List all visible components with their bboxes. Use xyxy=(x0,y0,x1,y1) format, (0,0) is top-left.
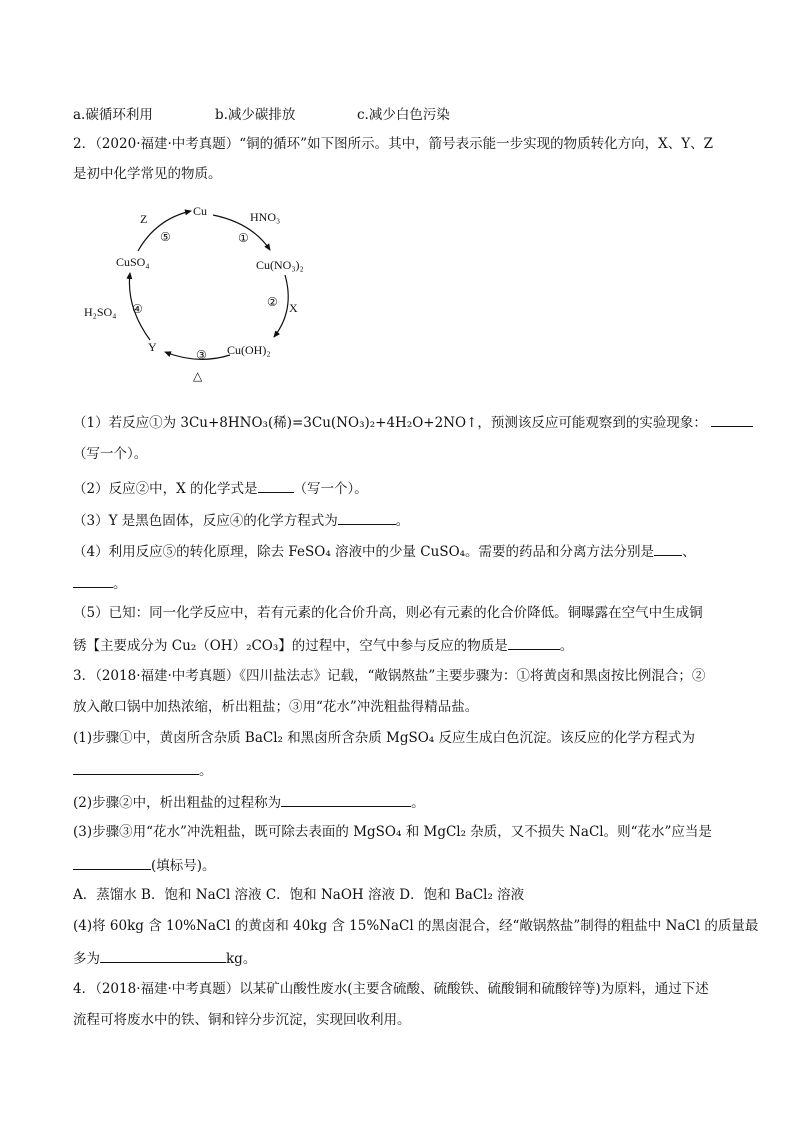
q2-part5-line1: （5）已知：同一化学反应中，若有元素的化合价升高，则必有元素的化合价降低。铜曝露在空气中生成铜 xyxy=(73,605,703,621)
q3-intro-line2: 放入敞口锅中加热浓缩，析出粗盐；③用“花水”冲洗粗盐得精品盐。 xyxy=(73,699,479,715)
q4-intro-line2: 流程可将废水中的铁、铜和锌分步沉淀，实现回收利用。 xyxy=(73,1012,411,1028)
q3-part1-tail: 。 xyxy=(199,763,213,779)
q2-part3 xyxy=(73,510,409,530)
step-5: ⑤ xyxy=(160,230,171,244)
q2-part1-cont: （写一个）。 xyxy=(73,446,148,462)
q2-part2-tail: （写一个）。 xyxy=(293,481,368,497)
answer-blank-q3-2[interactable] xyxy=(281,792,411,807)
copper-cycle-diagram xyxy=(70,195,330,390)
q2-part4-text: （4）利用反应⑤的转化原理，除去 FeSO₄ 溶液中的少量 CuSO₄。需要的药品和分离方法分别是 xyxy=(73,544,655,560)
q2-part1-text: （1）若反应①为 3Cu+8HNO₃(稀)=3Cu(NO₃)₂+4H₂O+2NO↑，预测该反应可能观察到的实验现象： xyxy=(73,415,707,431)
label-x: X xyxy=(289,301,298,315)
q2-part3-text: （3）Y 是黑色固体，反应④的化学方程式为 xyxy=(73,513,338,529)
q2-part3-tail: 。 xyxy=(395,513,410,529)
step-2: ② xyxy=(267,295,278,309)
label-cuso4: CuSO₄ xyxy=(116,255,150,269)
answer-blank-q2-4a[interactable] xyxy=(654,541,682,556)
answer-blank-q3-1[interactable] xyxy=(73,760,199,775)
q2-part4-sep: 、 xyxy=(682,544,696,560)
q2-part5-line2 xyxy=(73,635,573,655)
q2-part1 xyxy=(73,412,753,432)
q2-intro-line1: 2．（2020·福建·中考真题）“铜的循环”如下图所示。其中，箭号表示能一步实现的物质转化方向，X、Y、Z xyxy=(73,136,713,152)
q3-part1: (1)步骤①中，黄卤所含杂质 BaCl₂ 和黑卤所含杂质 MgSO₄ 反应生成白色沉淀。该反应的化学方程式为 xyxy=(73,730,696,746)
answer-blank-q2-3[interactable] xyxy=(338,510,396,525)
answer-blank-q2-1[interactable] xyxy=(711,412,753,427)
label-z: Z xyxy=(140,212,148,226)
answer-blank-q2-2[interactable] xyxy=(258,478,294,493)
step-1: ① xyxy=(238,231,249,245)
option-c: c.减少白色污染 xyxy=(357,107,450,123)
q2-part5-tail: 。 xyxy=(559,638,574,654)
q3-part1-cont xyxy=(73,760,213,780)
q3-intro-line1: 3．（2018·福建·中考真题）《四川盐法志》记载，“敞锅熬盐”主要步骤为：①将黄卤和黑卤按比例混合；② xyxy=(73,668,706,684)
label-y: Y xyxy=(148,340,157,354)
q2-part4-cont xyxy=(73,573,127,593)
label-cuno3: Cu(NO₃)₂ xyxy=(256,258,304,272)
q2-part4-tail: 。 xyxy=(113,576,127,592)
q3-part4-line2 xyxy=(73,948,256,968)
step-4: ④ xyxy=(132,302,143,316)
q3-part2 xyxy=(73,792,425,812)
q3-part2-tail: 。 xyxy=(411,795,425,811)
q3-part3-tail: (填标号)。 xyxy=(151,858,216,874)
answer-blank-q3-3[interactable] xyxy=(73,855,151,870)
q2-part2 xyxy=(73,478,368,498)
q2-part2-text: （2）反应②中，X 的化学式是 xyxy=(73,481,258,497)
step-3: ③ xyxy=(196,348,207,362)
q3-part4-line1: (4)将 60kg 含 10%NaCl 的黄卤和 40kg 含 15%NaCl 的黑卤混合，经“敞锅熬盐”制得的粗盐中 NaCl 的质量最 xyxy=(73,918,759,934)
heat-triangle: △ xyxy=(193,369,203,383)
q2-intro-line2: 是初中化学常见的物质。 xyxy=(73,166,222,182)
q2-part5-text: 锈【主要成分为 Cu₂（OH）₂CO₃】的过程中，空气中参与反应的物质是 xyxy=(73,638,508,654)
q3-part2-text: (2)步骤②中，析出粗盐的过程称为 xyxy=(73,795,282,811)
answer-blank-q2-5[interactable] xyxy=(508,635,560,650)
q3-part4-text: 多为 xyxy=(73,951,100,967)
q2-part4 xyxy=(73,541,696,561)
option-a: a.碳循环利用 xyxy=(73,107,153,123)
q3-part3: (3)步骤③用“花水”冲洗粗盐，既可除去表面的 MgSO₄ 和 MgCl₂ 杂质，又不损失 NaCl。则“花水”应当是 xyxy=(73,824,712,840)
label-cuoh: Cu(OH)₂ xyxy=(227,343,271,357)
answer-blank-q2-4b[interactable] xyxy=(73,573,113,588)
q4-intro-line1: 4．（2018·福建·中考真题）以某矿山酸性废水(主要含硫酸、硫酸铁、硫酸铜和硫酸锌等)为原料，通过下述 xyxy=(73,981,709,997)
label-hno3: HNO₃ xyxy=(250,210,281,224)
q3-options: A．蒸馏水 B．饱和 NaCl 溶液 C．饱和 NaOH 溶液 D．饱和 BaCl₂ 溶液 xyxy=(73,887,525,903)
answer-blank-q3-4[interactable] xyxy=(100,948,226,963)
label-h2so4: H₂SO₄ xyxy=(84,305,117,319)
option-b: b.减少碳排放 xyxy=(215,107,296,123)
label-cu: Cu xyxy=(193,204,208,218)
q3-part3-cont xyxy=(73,855,216,875)
q3-part4-tail: kg。 xyxy=(226,951,257,967)
